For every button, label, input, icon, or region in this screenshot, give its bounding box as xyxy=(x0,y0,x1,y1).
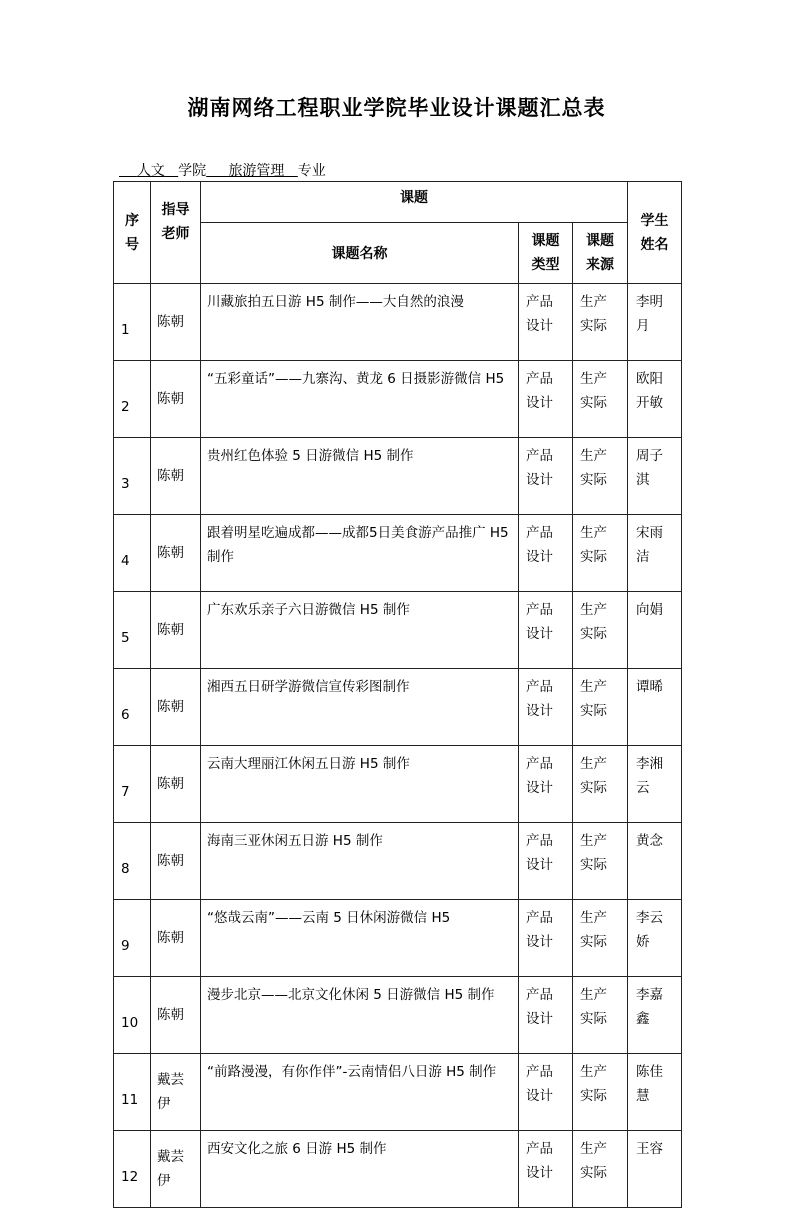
cell-topic-source: 生产实际 xyxy=(573,515,628,592)
cell-topic-name: 海南三亚休闲五日游 H5 制作 xyxy=(201,823,519,900)
cell-student: 李嘉鑫 xyxy=(628,977,682,1054)
cell-topic-source: 生产实际 xyxy=(573,669,628,746)
cell-teacher: 陈朝 xyxy=(151,515,201,592)
cell-teacher: 戴芸伊 xyxy=(151,1131,201,1208)
table-row xyxy=(114,438,682,515)
cell-topic-source: 生产实际 xyxy=(573,361,628,438)
cell-topic-source: 生产实际 xyxy=(573,823,628,900)
cell-index: 10 xyxy=(114,977,151,1054)
header-student: 学生姓名 xyxy=(628,182,682,284)
college-major-line xyxy=(119,160,326,180)
cell-topic-type: 产品设计 xyxy=(519,1054,573,1131)
cell-index: 12 xyxy=(114,1131,151,1208)
header-index: 序号 xyxy=(114,182,151,284)
topics-table xyxy=(113,181,682,1208)
cell-teacher: 陈朝 xyxy=(151,669,201,746)
cell-topic-source: 生产实际 xyxy=(573,746,628,823)
cell-student: 黄念 xyxy=(628,823,682,900)
cell-teacher: 陈朝 xyxy=(151,284,201,361)
cell-topic-type: 产品设计 xyxy=(519,823,573,900)
cell-topic-name: 跟着明星吃遍成都——成都5日美食游产品推广 H5 制作 xyxy=(201,515,519,592)
table-row xyxy=(114,1131,682,1208)
cell-student: 陈佳慧 xyxy=(628,1054,682,1131)
cell-topic-name: 漫步北京——北京文化休闲 5 日游微信 H5 制作 xyxy=(201,977,519,1054)
cell-student: 李明月 xyxy=(628,284,682,361)
major-suffix: 专业 xyxy=(297,163,326,179)
major-field: 旅游管理 xyxy=(228,163,285,179)
header-topic-group: 课题 xyxy=(201,182,628,223)
cell-index: 2 xyxy=(114,361,151,438)
cell-topic-source: 生产实际 xyxy=(573,438,628,515)
cell-teacher: 陈朝 xyxy=(151,746,201,823)
cell-student: 向娟 xyxy=(628,592,682,669)
cell-index: 4 xyxy=(114,515,151,592)
table-row xyxy=(114,284,682,361)
cell-topic-type: 产品设计 xyxy=(519,592,573,669)
header-topic-source: 课题来源 xyxy=(573,223,628,284)
cell-topic-source: 生产实际 xyxy=(573,977,628,1054)
cell-teacher: 陈朝 xyxy=(151,977,201,1054)
cell-index: 8 xyxy=(114,823,151,900)
cell-topic-type: 产品设计 xyxy=(519,515,573,592)
cell-topic-source: 生产实际 xyxy=(573,592,628,669)
cell-topic-name: 贵州红色体验 5 日游微信 H5 制作 xyxy=(201,438,519,515)
cell-topic-name: “前路漫漫，有你作伴”-云南情侣八日游 H5 制作 xyxy=(201,1054,519,1131)
cell-topic-source: 生产实际 xyxy=(573,1131,628,1208)
cell-topic-name: 广东欢乐亲子六日游微信 H5 制作 xyxy=(201,592,519,669)
cell-topic-source: 生产实际 xyxy=(573,1054,628,1131)
page-title: 湖南网络工程职业学院毕业设计课题汇总表 xyxy=(187,96,606,120)
cell-student: 王容 xyxy=(628,1131,682,1208)
cell-teacher: 陈朝 xyxy=(151,592,201,669)
cell-topic-type: 产品设计 xyxy=(519,746,573,823)
cell-index: 7 xyxy=(114,746,151,823)
cell-topic-name: “悠哉云南”——云南 5 日休闲游微信 H5 xyxy=(201,900,519,977)
cell-index: 5 xyxy=(114,592,151,669)
cell-topic-source: 生产实际 xyxy=(573,284,628,361)
table-row xyxy=(114,669,682,746)
cell-teacher: 戴芸伊 xyxy=(151,1054,201,1131)
cell-student: 宋雨洁 xyxy=(628,515,682,592)
cell-index: 6 xyxy=(114,669,151,746)
cell-index: 3 xyxy=(114,438,151,515)
table-row xyxy=(114,746,682,823)
cell-topic-name: 川藏旅拍五日游 H5 制作——大自然的浪漫 xyxy=(201,284,519,361)
table-row xyxy=(114,977,682,1054)
table-row xyxy=(114,592,682,669)
header-topic-type: 课题类型 xyxy=(519,223,573,284)
table-row xyxy=(114,823,682,900)
cell-student: 欧阳开敏 xyxy=(628,361,682,438)
table-row xyxy=(114,361,682,438)
cell-student: 周子淇 xyxy=(628,438,682,515)
table-row xyxy=(114,1054,682,1131)
cell-topic-name: 湘西五日研学游微信宣传彩图制作 xyxy=(201,669,519,746)
cell-index: 11 xyxy=(114,1054,151,1131)
cell-teacher: 陈朝 xyxy=(151,438,201,515)
cell-topic-type: 产品设计 xyxy=(519,900,573,977)
college-field: 人文 xyxy=(136,163,165,179)
cell-teacher: 陈朝 xyxy=(151,823,201,900)
cell-topic-source: 生产实际 xyxy=(573,900,628,977)
header-teacher: 指导老师 xyxy=(151,182,201,284)
cell-topic-type: 产品设计 xyxy=(519,669,573,746)
cell-student: 李云娇 xyxy=(628,900,682,977)
table-row xyxy=(114,900,682,977)
cell-topic-name: 西安文化之旅 6 日游 H5 制作 xyxy=(201,1131,519,1208)
cell-teacher: 陈朝 xyxy=(151,900,201,977)
cell-topic-type: 产品设计 xyxy=(519,361,573,438)
cell-topic-name: “五彩童话”——九寨沟、黄龙 6 日摄影游微信 H5 xyxy=(201,361,519,438)
cell-topic-type: 产品设计 xyxy=(519,1131,573,1208)
cell-topic-type: 产品设计 xyxy=(519,977,573,1054)
college-suffix: 学院 xyxy=(178,163,207,179)
cell-topic-type: 产品设计 xyxy=(519,438,573,515)
cell-topic-name: 云南大理丽江休闲五日游 H5 制作 xyxy=(201,746,519,823)
cell-index: 1 xyxy=(114,284,151,361)
header-topic-name: 课题名称 xyxy=(201,223,519,284)
cell-student: 谭晞 xyxy=(628,669,682,746)
cell-teacher: 陈朝 xyxy=(151,361,201,438)
table-row xyxy=(114,515,682,592)
cell-topic-type: 产品设计 xyxy=(519,284,573,361)
cell-index: 9 xyxy=(114,900,151,977)
cell-student: 李湘云 xyxy=(628,746,682,823)
